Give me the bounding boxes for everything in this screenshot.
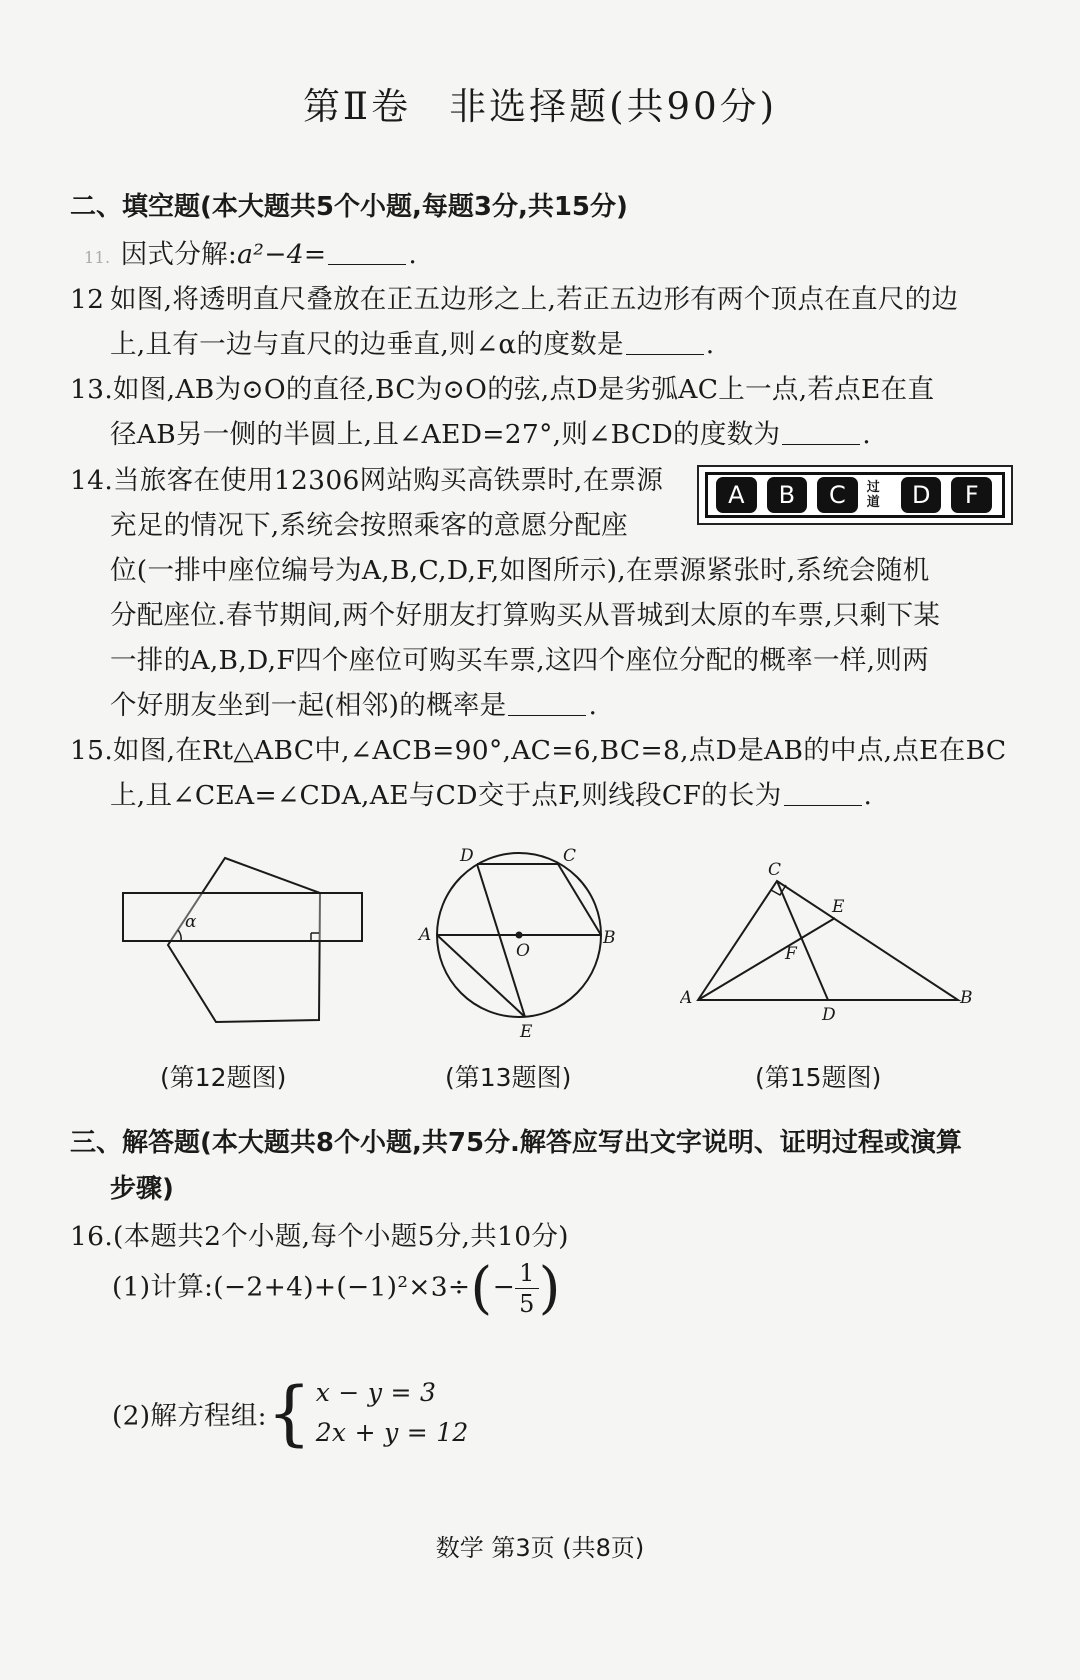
q11-text: 因式分解: <box>120 239 238 270</box>
figure-13 <box>415 840 625 1045</box>
seat-row <box>705 472 1005 518</box>
label-c: C <box>768 860 782 880</box>
q11-expr: a²−4= <box>237 239 327 270</box>
q12-line2: 上,且有一边与直尺的边垂直,则∠α的度数是 <box>110 329 624 360</box>
question-14-line3: 位(一排中座位编号为A,B,C,D,F,如图所示),在票源紧张时,系统会随机 <box>110 555 930 586</box>
question-14-line1 <box>70 458 663 497</box>
label-d: D <box>822 1005 836 1025</box>
ruler-shape <box>123 893 362 941</box>
label-f: F <box>785 944 797 964</box>
label-a: A <box>419 925 432 945</box>
label-e: E <box>832 897 845 917</box>
section3-heading-line1: 三、解答题(本大题共8个小题,共75分.解答应写出文字说明、证明过程或演算 <box>70 1128 962 1158</box>
q16-part1 <box>112 1256 561 1321</box>
q12-blank <box>626 334 704 355</box>
q11-number: 11. <box>84 248 111 267</box>
q16-intro: (本题共2个小题,每个小题5分,共10分) <box>113 1221 569 1252</box>
center-point <box>516 932 523 939</box>
q16-part1-label: (1)计算: <box>112 1271 214 1303</box>
figure-12 <box>115 850 365 1030</box>
seat-d: D <box>901 477 942 513</box>
section3-heading-line2: 步骤) <box>110 1174 174 1204</box>
q13-blank <box>782 424 860 445</box>
equation-1: x − y = 3 <box>315 1378 437 1407</box>
triangle-abc <box>698 881 958 1000</box>
seat-diagram <box>697 465 1013 525</box>
q15-line2: 上,且∠CEA=∠CDA,AE与CD交于点F,则线段CF的长为 <box>110 780 782 811</box>
question-13-line1 <box>70 367 934 406</box>
q13-number: 13. <box>70 374 114 405</box>
question-16-intro <box>70 1214 569 1253</box>
seat-a: A <box>716 477 757 513</box>
figure-15 <box>680 855 980 1030</box>
question-14-line5: 一排的A,B,D,F四个座位可购买车票,这四个座位分配的概率一样,则两 <box>110 645 929 676</box>
title-text: 非选择题(共90分) <box>449 85 778 128</box>
question-11 <box>84 232 417 271</box>
q12-line1: 如图,将透明直尺叠放在正五边形之上,若正五边形有两个顶点在直尺的边 <box>110 284 959 315</box>
left-paren: ( <box>470 1256 493 1321</box>
aisle-label <box>864 480 883 510</box>
q15-number: 15. <box>70 735 114 766</box>
q14-end: . <box>588 690 598 721</box>
question-14-line4: 分配座位.春节期间,两个好朋友打算购买从晋城到太原的车票,只剩下某 <box>110 600 941 631</box>
label-o: O <box>516 941 530 961</box>
q15-line1: 如图,在Rt△ABC中,∠ACB=90°,AC=6,BC=8,点D是AB的中点,点E在BC <box>113 735 1007 766</box>
q16-part2-label: (2)解方程组: <box>112 1400 267 1432</box>
page-footer: 数学 第3页 (共8页) <box>435 1534 645 1562</box>
seat-b: B <box>767 477 808 513</box>
fig15-caption: (第15题图) <box>755 1063 882 1092</box>
page-title <box>0 76 1080 130</box>
equation-2: 2x + y = 12 <box>315 1418 469 1447</box>
label-b: B <box>960 988 973 1008</box>
question-13-line2 <box>110 412 871 451</box>
fraction-numerator: 1 <box>515 1258 539 1289</box>
q15-blank <box>784 785 862 806</box>
section2-heading: 二、填空题(本大题共5个小题,每题3分,共15分) <box>70 192 628 222</box>
question-15-line2 <box>110 773 872 812</box>
chord-bc <box>558 864 601 935</box>
q13-line2: 径AB另一侧的半圆上,且∠AED=27°,则∠BCD的度数为 <box>110 419 781 450</box>
brace-symbol: { <box>266 1372 312 1454</box>
seat-c: C <box>817 477 858 513</box>
q11-end: . <box>408 239 418 270</box>
seat-f: F <box>951 477 992 513</box>
q13-end: . <box>862 419 871 450</box>
label-d: D <box>460 846 474 866</box>
q13-line1: 如图,AB为⊙O的直径,BC为⊙O的弦,点D是劣弧AC上一点,若点E在直 <box>113 374 935 405</box>
alpha-label: α <box>185 912 197 932</box>
q16-part2 <box>112 1372 469 1454</box>
aisle-char-1: 过 <box>866 480 880 495</box>
label-e: E <box>520 1022 533 1042</box>
aisle-char-2: 道 <box>866 495 880 510</box>
q12-number: 12 <box>70 284 105 315</box>
q14-line1: 当旅客在使用12306网站购买高铁票时,在票源 <box>113 465 664 496</box>
q14-line6: 个好朋友坐到一起(相邻)的概率是 <box>110 690 507 721</box>
q12-end: . <box>705 329 715 360</box>
fig13-caption: (第13题图) <box>445 1063 572 1092</box>
q14-number: 14. <box>70 465 114 496</box>
label-b: B <box>603 928 616 948</box>
volume-label: 第Ⅱ卷 <box>302 85 412 128</box>
right-paren: ) <box>538 1256 561 1321</box>
question-14-line6 <box>110 683 597 722</box>
fraction-denominator: 5 <box>519 1290 535 1318</box>
minus-sign: − <box>492 1271 516 1303</box>
q15-end: . <box>863 780 873 811</box>
equation-system <box>316 1373 469 1453</box>
q14-blank <box>508 695 586 716</box>
fig12-caption: (第12题图) <box>160 1063 287 1092</box>
question-14-line2: 充足的情况下,系统会按照乘客的意愿分配座 <box>110 510 628 541</box>
label-c: C <box>563 846 577 866</box>
fraction <box>515 1258 539 1319</box>
question-15-line1 <box>70 728 1006 767</box>
q16-number: 16. <box>70 1221 114 1252</box>
label-a: A <box>680 988 693 1008</box>
q11-blank <box>328 244 406 265</box>
question-12-line2 <box>110 322 714 361</box>
q16-part1-expr: (−2+4)+(−1)²×3÷ <box>213 1271 471 1303</box>
question-12-line1 <box>70 277 958 316</box>
segment-ae <box>698 918 835 1000</box>
